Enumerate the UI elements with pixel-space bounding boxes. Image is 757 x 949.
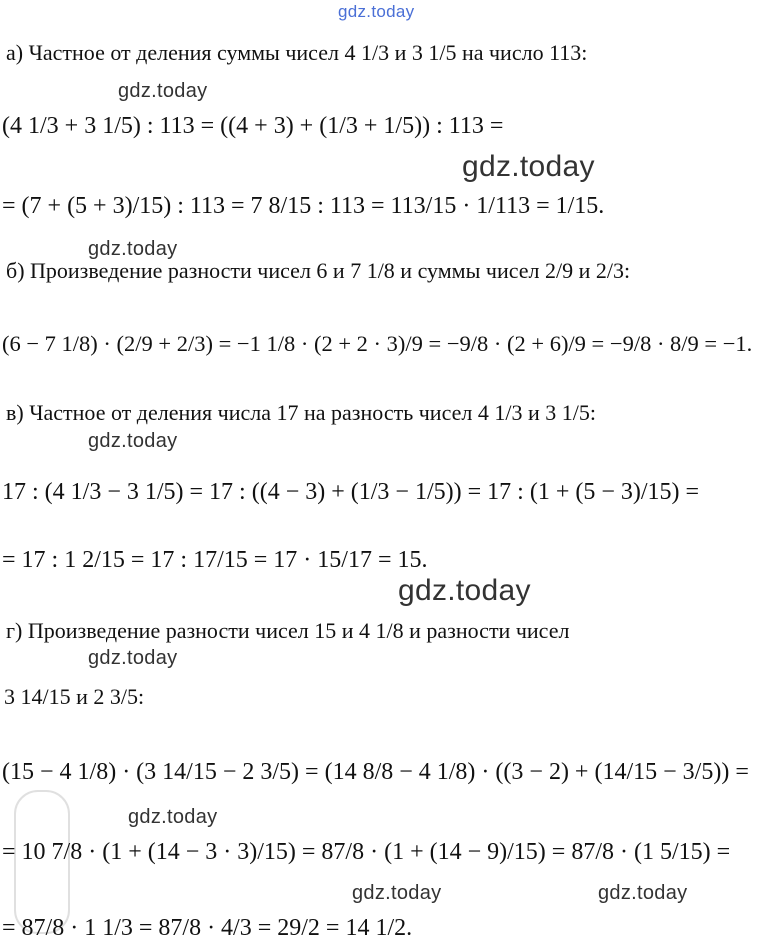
heading-g-2: 3 14/15 и 2 3/5: — [4, 684, 145, 709]
math-line-g2: = 10 7/8 · (1 + (14 − 3 · 3)/15) = 87/8 · (1 + (14 − 9)/15) = 87/8 · (1 5/15) = — [2, 839, 731, 865]
math-line-g1: (15 − 4 1/8) · (3 14/15 − 2 3/5) = (14 8/8 − 4 1/8) · ((3 − 2) + (14/15 − 3/5)) = — [2, 759, 749, 785]
watermark: gdz.today — [128, 806, 218, 828]
math-line-g3: = 87/8 · 1 1/3 = 87/8 · 4/3 = 29/2 = 14 1/2. — [2, 915, 413, 941]
heading-b: б) Произведение разности чисел 6 и 7 1/8 и суммы чисел 2/9 и 2/3: — [6, 258, 631, 283]
watermark: gdz.today — [118, 80, 208, 102]
watermark: gdz.today — [598, 882, 688, 904]
heading-g-1: г) Произведение разности чисел 15 и 4 1/8 и разности чисел — [6, 618, 570, 643]
watermark-top: gdz.today — [338, 2, 415, 21]
watermark: gdz.today — [88, 238, 178, 260]
math-line-v2: = 17 : 1 2/15 = 17 : 17/15 = 17 · 15/17 = 15. — [2, 547, 428, 573]
watermark: gdz.today — [352, 882, 442, 904]
math-line-a1: (4 1/3 + 3 1/5) : 113 = ((4 + 3) + (1/3 + 1/5)) : 113 = — [2, 113, 504, 139]
heading-a: а) Частное от деления суммы чисел 4 1/3 и 3 1/5 на число 113: — [6, 40, 588, 65]
watermark: gdz.today — [88, 647, 178, 669]
heading-v: в) Частное от деления числа 17 на разность чисел 4 1/3 и 3 1/5: — [6, 400, 596, 425]
watermark: gdz.today — [88, 430, 178, 452]
math-line-b1: (6 − 7 1/8) · (2/9 + 2/3) = −1 1/8 · (2 + 2 · 3)/9 = −9/8 · (2 + 6)/9 = −9/8 · 8/9 = −1. — [2, 331, 753, 356]
watermark: gdz.today — [398, 574, 531, 607]
watermark: gdz.today — [462, 150, 595, 183]
math-line-v1: 17 : (4 1/3 − 3 1/5) = 17 : ((4 − 3) + (1/3 − 1/5)) = 17 : (1 + (5 − 3)/15) = — [2, 479, 700, 505]
math-line-a2: = (7 + (5 + 3)/15) : 113 = 7 8/15 : 113 = 113/15 · 1/113 = 1/15. — [2, 193, 605, 219]
